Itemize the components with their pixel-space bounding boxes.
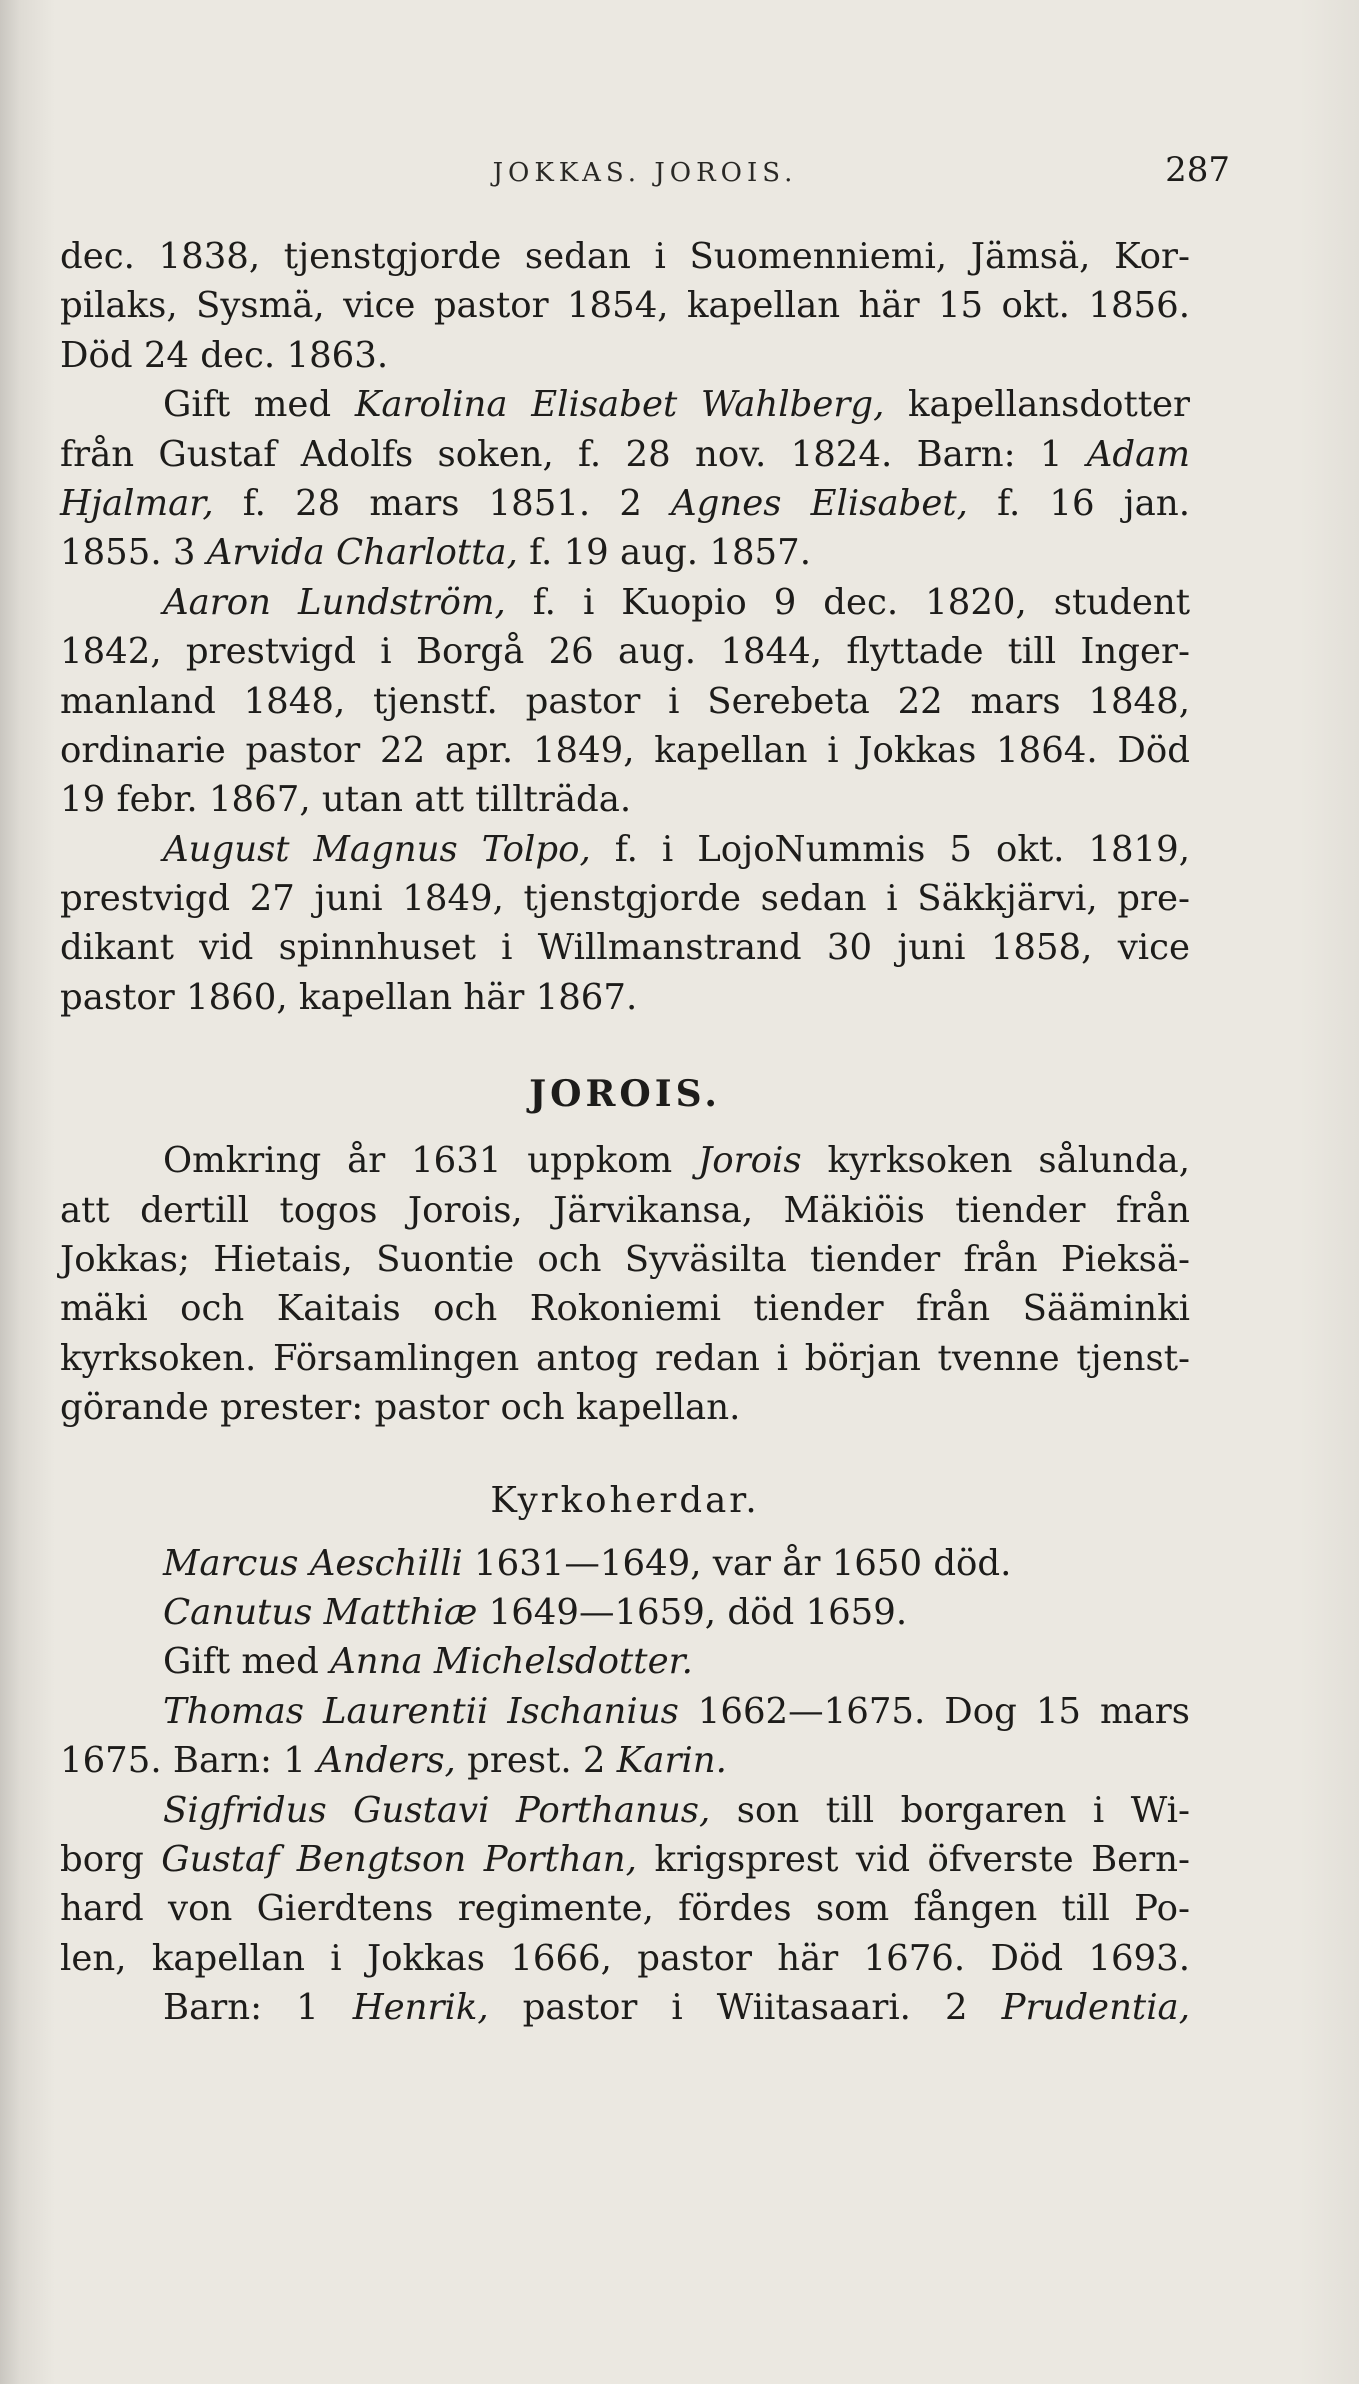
text-segment: från Gustaf Adolfs soken, f. 28 nov. 1824. Barn: 1 bbox=[60, 433, 1087, 475]
text-line bbox=[60, 1786, 1190, 1835]
text-line bbox=[60, 1588, 1190, 1637]
text-segment: kyrksoken sålunda, bbox=[801, 1140, 1190, 1182]
text-line bbox=[60, 281, 1190, 330]
subheading bbox=[60, 1455, 1190, 1539]
text-segment: prestvigd 27 juni 1849, tjenstgjorde sedan i Säkkjärvi, pre- bbox=[60, 878, 1190, 920]
running-head: JOKKAS. JOROIS. bbox=[492, 158, 798, 188]
text-line bbox=[60, 825, 1190, 874]
text-line bbox=[60, 232, 1190, 281]
text-segment: ordinarie pastor 22 apr. 1849, kapellan i Jokkas 1864. Död bbox=[60, 729, 1190, 771]
text-line bbox=[60, 775, 1190, 824]
text-segment: f. 19 aug. 1857. bbox=[517, 532, 811, 574]
text-segment: manland 1848, tjenstf. pastor i Serebeta 22 mars 1848, bbox=[60, 680, 1190, 722]
italic-name: Jorois bbox=[698, 1140, 802, 1182]
text-segment: att dertill togos Jorois, Järvikansa, Mäkiöis tiender från bbox=[60, 1189, 1190, 1231]
text-segment: Kyrkoherdar. bbox=[490, 1479, 760, 1521]
text-segment: görande prester: pastor och kapellan. bbox=[60, 1387, 741, 1429]
text-line bbox=[60, 1835, 1190, 1884]
text-segment: dikant vid spinnhuset i Willmanstrand 30 juni 1858, vice bbox=[60, 927, 1190, 969]
body-text bbox=[60, 232, 1190, 2033]
italic-name: Marcus Aeschilli bbox=[163, 1542, 463, 1584]
text-segment: mäki och Kaitais och Rokoniemi tiender från Sääminki bbox=[60, 1288, 1190, 1330]
text-line bbox=[60, 1383, 1190, 1432]
text-line bbox=[60, 528, 1190, 577]
text-segment: 1631—1649, var år 1650 död. bbox=[462, 1542, 1012, 1584]
text-segment: Gift med bbox=[163, 1641, 331, 1683]
text-segment: Död 24 dec. 1863. bbox=[60, 334, 389, 376]
text-segment: kyrksoken. Församlingen antog redan i början tvenne tjenst- bbox=[60, 1337, 1190, 1379]
text-segment: Gift med bbox=[163, 384, 355, 426]
text-line bbox=[60, 331, 1190, 380]
text-line bbox=[60, 479, 1190, 528]
italic-name: Prudentia, bbox=[1001, 1987, 1190, 2029]
text-segment: f. i Kuopio 9 dec. 1820, student bbox=[505, 581, 1191, 623]
text-line bbox=[60, 874, 1190, 923]
text-segment: prest. 2 bbox=[455, 1740, 617, 1782]
text-segment: 1662—1675. Dog 15 mars bbox=[678, 1690, 1190, 1732]
text-segment: f. 28 mars 1851. 2 bbox=[213, 482, 672, 524]
italic-name: Karolina Elisabet Wahlberg, bbox=[354, 384, 885, 426]
text-line bbox=[60, 1284, 1190, 1333]
italic-name: Adam bbox=[1086, 433, 1190, 475]
text-segment: hard von Gierdtens regimente, fördes som fången till Po- bbox=[60, 1888, 1190, 1930]
text-line bbox=[60, 578, 1190, 627]
text-segment: pastor i Wiitasaari. 2 bbox=[488, 1987, 1002, 2029]
text-segment: son till borgaren i Wi- bbox=[710, 1789, 1190, 1831]
italic-name: Henrik, bbox=[352, 1987, 489, 2029]
text-line bbox=[60, 1687, 1190, 1736]
text-line bbox=[60, 1334, 1190, 1383]
text-segment: len, kapellan i Jokkas 1666, pastor här 1676. Död 1693. bbox=[60, 1937, 1190, 1979]
text-segment: 19 febr. 1867, utan att tillträda. bbox=[60, 779, 632, 821]
italic-name: Canutus Matthiæ bbox=[163, 1591, 478, 1633]
text-line bbox=[60, 1934, 1190, 1983]
section-spacer bbox=[60, 1433, 1190, 1455]
text-line bbox=[60, 627, 1190, 676]
section-spacer bbox=[60, 1022, 1190, 1044]
text-segment: dec. 1838, tjenstgjorde sedan i Suomenniemi, Jämsä, Kor- bbox=[60, 236, 1190, 277]
text-line bbox=[60, 923, 1190, 972]
italic-name: Anders, bbox=[317, 1740, 456, 1782]
text-line bbox=[60, 1983, 1190, 2032]
text-segment: pilaks, Sysmä, vice pastor 1854, kapellan här 15 okt. 1856. bbox=[60, 285, 1190, 327]
text-line bbox=[60, 973, 1190, 1022]
text-line bbox=[60, 1637, 1190, 1686]
text-line bbox=[60, 1884, 1190, 1933]
text-line bbox=[60, 1186, 1190, 1235]
section-heading bbox=[60, 1044, 1190, 1136]
text-segment: f. i LojoNummis 5 okt. 1819, bbox=[590, 828, 1190, 870]
italic-name: Karin. bbox=[616, 1740, 727, 1782]
italic-name: Hjalmar, bbox=[60, 482, 214, 524]
text-line bbox=[60, 430, 1190, 479]
text-segment: f. 16 jan. bbox=[967, 482, 1190, 524]
text-segment: borg bbox=[60, 1838, 162, 1880]
text-line bbox=[60, 726, 1190, 775]
italic-name: Anna Michelsdotter. bbox=[330, 1641, 693, 1683]
italic-name: Arvida Charlotta, bbox=[206, 532, 518, 574]
text-segment: krigsprest vid öfverste Bern- bbox=[636, 1838, 1191, 1880]
text-line bbox=[60, 1736, 1190, 1785]
italic-name: Agnes Elisabet, bbox=[671, 482, 968, 524]
text-segment: kapellansdotter bbox=[884, 384, 1190, 426]
text-segment: JOROIS. bbox=[529, 1073, 721, 1116]
text-segment: Barn: 1 bbox=[163, 1987, 353, 2029]
italic-name: Gustaf Bengtson Porthan, bbox=[161, 1838, 637, 1880]
text-segment: 1855. 3 bbox=[60, 532, 207, 574]
text-segment: 1649—1659, död 1659. bbox=[477, 1591, 908, 1633]
text-line bbox=[60, 677, 1190, 726]
text-segment: pastor 1860, kapellan här 1867. bbox=[60, 976, 638, 1018]
text-segment: 1842, prestvigd i Borgå 26 aug. 1844, flyttade till Inger- bbox=[60, 631, 1190, 673]
italic-name: Thomas Laurentii Ischanius bbox=[163, 1690, 679, 1732]
page-header bbox=[60, 150, 1230, 200]
text-segment: Omkring år 1631 uppkom bbox=[163, 1140, 699, 1182]
italic-name: Sigfridus Gustavi Porthanus, bbox=[163, 1789, 711, 1831]
text-line bbox=[60, 380, 1190, 429]
italic-name: Aaron Lundström, bbox=[163, 581, 506, 623]
text-line bbox=[60, 1136, 1190, 1185]
text-line bbox=[60, 1539, 1190, 1588]
text-line bbox=[60, 1235, 1190, 1284]
text-segment: Jokkas; Hietais, Suontie och Syväsilta tiender från Pieksä- bbox=[60, 1239, 1190, 1281]
page-number: 287 bbox=[1165, 150, 1230, 190]
italic-name: August Magnus Tolpo, bbox=[163, 828, 591, 870]
text-segment: 1675. Barn: 1 bbox=[60, 1740, 318, 1782]
